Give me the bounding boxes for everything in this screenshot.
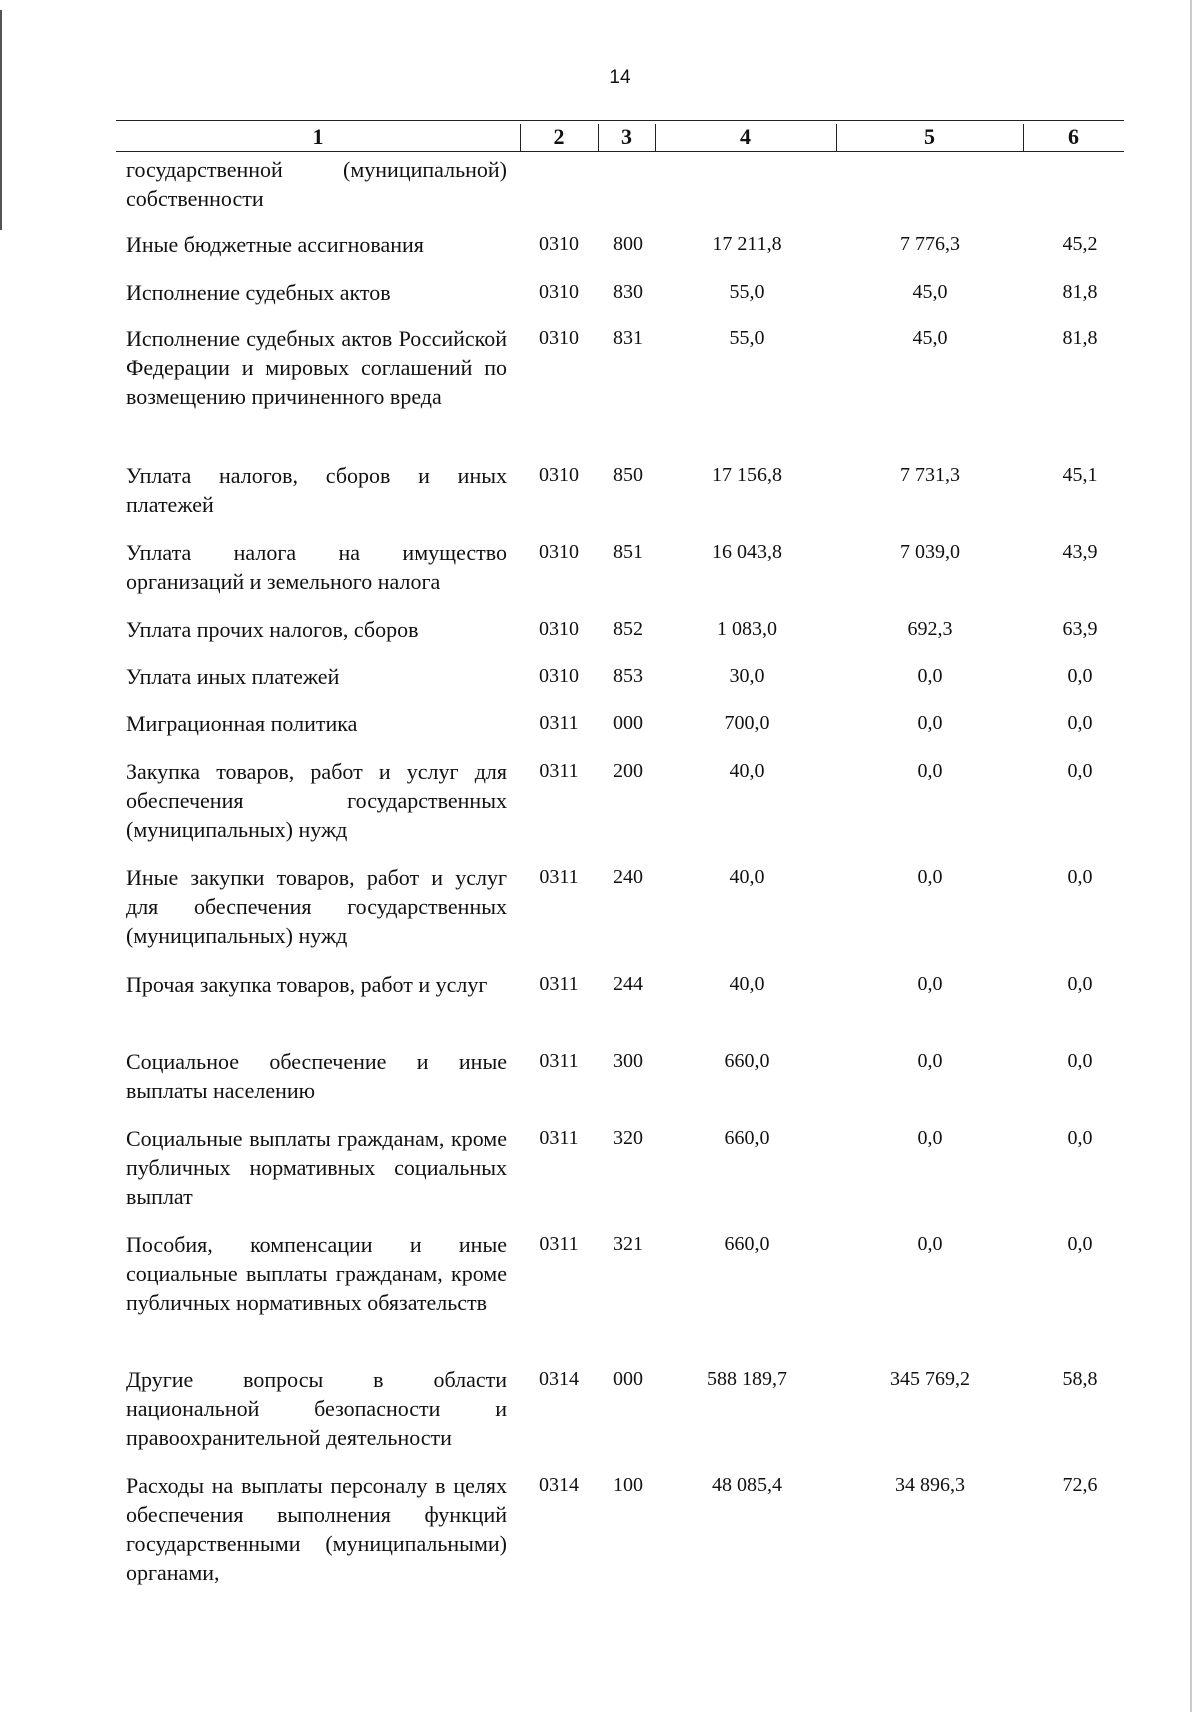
- execution-percent: 0,0: [1067, 1127, 1093, 1149]
- section-code: 0314: [539, 1474, 579, 1496]
- header-bottom-rule: [116, 151, 1124, 152]
- executed-amount: 0,0: [917, 760, 943, 782]
- executed-amount: 7 731,3: [900, 464, 960, 486]
- section-code: 0311: [539, 866, 579, 888]
- row-name: Социальное обеспечение и иные выплаты населению: [126, 1049, 507, 1103]
- section-code: 0310: [539, 665, 579, 687]
- section-code: 0310: [539, 464, 579, 486]
- expense-type-code: 831: [613, 327, 643, 349]
- planned-amount: 40,0: [729, 760, 765, 782]
- header-top-rule: [116, 120, 1124, 121]
- planned-amount: 16 043,8: [712, 541, 782, 563]
- planned-amount: 588 189,7: [707, 1368, 787, 1390]
- section-code: 0310: [539, 541, 579, 563]
- planned-amount: 1 083,0: [717, 618, 777, 640]
- planned-amount: 55,0: [729, 281, 765, 303]
- planned-amount: 660,0: [724, 1233, 770, 1255]
- section-code: 0311: [539, 760, 579, 782]
- execution-percent: 45,1: [1062, 464, 1098, 486]
- planned-amount: 660,0: [724, 1127, 770, 1149]
- planned-amount: 700,0: [724, 712, 770, 734]
- row-name: Иные бюджетные ассигнования: [126, 232, 424, 257]
- expense-type-code: 851: [613, 541, 643, 563]
- row-name: Уплата иных платежей: [126, 664, 340, 689]
- row-name: Миграционная политика: [126, 711, 358, 736]
- execution-percent: 0,0: [1067, 973, 1093, 995]
- row-name: Уплата налогов, сборов и иных платежей: [126, 463, 507, 517]
- executed-amount: 0,0: [917, 1233, 943, 1255]
- header-col-4: 4: [740, 124, 751, 149]
- execution-percent: 0,0: [1067, 1233, 1093, 1255]
- section-code: 0310: [539, 618, 579, 640]
- execution-percent: 0,0: [1067, 866, 1093, 888]
- execution-percent: 81,8: [1062, 281, 1098, 303]
- header-col-1: 1: [312, 124, 324, 149]
- row-name: Другие вопросы в области национальной безопасности и правоохранительной деятельности: [126, 1367, 507, 1450]
- header-col-6: 6: [1068, 124, 1079, 149]
- execution-percent: 81,8: [1062, 327, 1098, 349]
- section-code: 0310: [539, 281, 579, 303]
- expense-type-code: 830: [613, 281, 643, 303]
- executed-amount: 692,3: [907, 618, 953, 640]
- planned-amount: 48 085,4: [712, 1474, 782, 1496]
- planned-amount: 30,0: [729, 665, 765, 687]
- expense-type-code: 000: [613, 1368, 643, 1390]
- header-col-2: 2: [553, 124, 565, 149]
- expense-type-code: 244: [613, 973, 643, 995]
- section-code: 0314: [539, 1368, 579, 1390]
- execution-percent: 0,0: [1067, 1050, 1093, 1072]
- execution-percent: 0,0: [1067, 665, 1093, 687]
- expense-type-code: 852: [613, 618, 643, 640]
- executed-amount: 345 769,2: [890, 1368, 970, 1390]
- page-number: 14: [609, 67, 631, 88]
- section-code: 0311: [539, 1050, 579, 1072]
- expense-type-code: 240: [613, 866, 643, 888]
- row-name: Пособия, компенсации и иные социальные выплаты гражданам, кроме публичных нормативных обязательств: [126, 1232, 507, 1315]
- row-name: Прочая закупка товаров, работ и услуг: [126, 972, 488, 997]
- planned-amount: 55,0: [729, 327, 765, 349]
- row-name: Уплата налога на имущество организаций и земельного налога: [126, 540, 507, 594]
- header-col-5: 5: [924, 124, 935, 149]
- row-name: Иные закупки товаров, работ и услуг для обеспечения государственных (муниципальных) нужд: [126, 865, 507, 948]
- scan-edge-mark: [0, 10, 2, 230]
- executed-amount: 0,0: [917, 973, 943, 995]
- executed-amount: 0,0: [917, 866, 943, 888]
- expense-type-code: 320: [613, 1127, 643, 1149]
- section-code: 0311: [539, 1233, 579, 1255]
- executed-amount: 0,0: [917, 665, 943, 687]
- execution-percent: 45,2: [1062, 233, 1098, 255]
- section-code: 0311: [539, 973, 579, 995]
- section-code: 0311: [539, 1127, 579, 1149]
- planned-amount: 40,0: [729, 973, 765, 995]
- scan-edge-mark: [1190, 0, 1192, 1712]
- planned-amount: 17 156,8: [712, 464, 782, 486]
- section-code: 0310: [539, 233, 579, 255]
- row-name: Закупка товаров, работ и услуг для обеспечения государственных (муниципальных) нужд: [126, 759, 507, 842]
- row-name: Социальные выплаты гражданам, кроме публичных нормативных социальных выплат: [126, 1126, 507, 1209]
- planned-amount: 17 211,8: [712, 233, 782, 255]
- executed-amount: 7 776,3: [900, 233, 960, 255]
- row-name: Расходы на выплаты персоналу в целях обеспечения выполнения функций государственными (муниципальными) органами,: [126, 1473, 507, 1585]
- header-col-3: 3: [621, 124, 632, 149]
- section-code: 0310: [539, 327, 579, 349]
- execution-percent: 43,9: [1062, 541, 1098, 563]
- row-name: Уплата прочих налогов, сборов: [126, 617, 419, 642]
- executed-amount: 0,0: [917, 1127, 943, 1149]
- expense-type-code: 300: [613, 1050, 643, 1072]
- row-name: государственной (муниципальной) собственности: [126, 157, 507, 211]
- executed-amount: 0,0: [917, 1050, 943, 1072]
- executed-amount: 7 039,0: [900, 541, 960, 563]
- execution-percent: 72,6: [1062, 1474, 1098, 1496]
- executed-amount: 45,0: [912, 281, 948, 303]
- executed-amount: 45,0: [912, 327, 948, 349]
- expense-type-code: 000: [613, 712, 643, 734]
- expense-type-code: 100: [613, 1474, 643, 1496]
- execution-percent: 63,9: [1062, 618, 1098, 640]
- row-name: Исполнение судебных актов: [126, 280, 391, 305]
- expense-type-code: 853: [613, 665, 643, 687]
- execution-percent: 0,0: [1067, 712, 1093, 734]
- execution-percent: 58,8: [1062, 1368, 1098, 1390]
- planned-amount: 40,0: [729, 866, 765, 888]
- expense-type-code: 321: [613, 1233, 643, 1255]
- executed-amount: 34 896,3: [895, 1474, 965, 1496]
- execution-percent: 0,0: [1067, 760, 1093, 782]
- expense-type-code: 800: [613, 233, 643, 255]
- row-name: Исполнение судебных актов Российской Федерации и мировых соглашений по возмещению причиненного вреда: [126, 326, 507, 409]
- expense-type-code: 200: [613, 760, 643, 782]
- planned-amount: 660,0: [724, 1050, 770, 1072]
- executed-amount: 0,0: [917, 712, 943, 734]
- section-code: 0311: [539, 712, 579, 734]
- expense-type-code: 850: [613, 464, 643, 486]
